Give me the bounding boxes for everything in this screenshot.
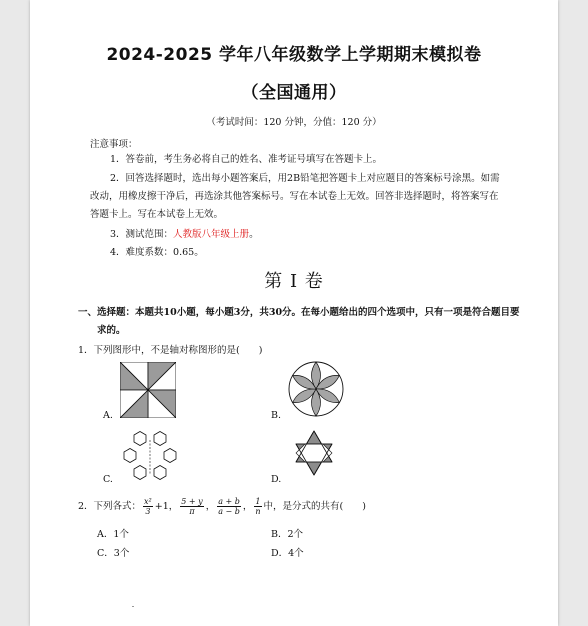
q2-option-b: B．2个 bbox=[271, 529, 304, 540]
q1-option-b-label: B. bbox=[271, 410, 282, 421]
section-1-line-1: 一、选择题：本题共10小题，每小题3分，共30分。在每小题给出的四个选项中，只有一项是符合题目要 bbox=[78, 307, 520, 318]
q1-option-c-label: C. bbox=[103, 474, 113, 485]
question-2-stem bbox=[78, 492, 366, 522]
fraction-1-tail: +1， bbox=[154, 501, 179, 512]
pinwheel-figure bbox=[120, 362, 176, 418]
note-4: 4．难度系数：0.65。 bbox=[110, 247, 204, 258]
fraction-4-numerator: 1 bbox=[255, 497, 261, 506]
page-speck bbox=[132, 606, 134, 607]
note-2-line-3: 答题卡上。写在本试卷上无效。 bbox=[90, 209, 224, 220]
volume-heading: 第 I 卷 bbox=[264, 271, 324, 292]
notes-heading: 注意事项： bbox=[90, 139, 138, 150]
test-range: 人教版八年级上册 bbox=[173, 229, 250, 240]
question-1-stem: 1．下列图形中，不是轴对称图形的是( ) bbox=[78, 345, 263, 356]
note-2-line-2: 改动，用橡皮擦干净后，再选涂其他答案标号。写在本试卷上无效。回答非选择题时，将答案写在 bbox=[90, 191, 499, 202]
separator-2: ， bbox=[242, 501, 253, 512]
note-1: 1．答卷前，考生务必将自己的姓名、准考证号填写在答题卡上。 bbox=[110, 154, 383, 165]
document-subtitle: （全国通用） bbox=[241, 83, 347, 103]
fraction-3 bbox=[217, 497, 241, 516]
hexagram-figure bbox=[287, 430, 341, 476]
q1-option-a-label: A. bbox=[103, 410, 113, 421]
note-3 bbox=[110, 228, 259, 242]
fraction-4 bbox=[254, 497, 261, 516]
note-3-prefix: 3．测试范围： bbox=[110, 229, 174, 240]
fraction-2-denominator: π bbox=[189, 507, 195, 516]
note-3-suffix: 。 bbox=[249, 229, 259, 240]
q2-stem-prefix: 2．下列各式： bbox=[78, 501, 142, 512]
fraction-1-numerator: x² bbox=[144, 497, 152, 506]
fraction-2 bbox=[180, 497, 203, 516]
section-1-line-2: 求的。 bbox=[97, 325, 126, 336]
document-title: 2024-2025 学年八年级数学上学期期末模拟卷 bbox=[106, 45, 482, 65]
fraction-2-numerator: 5 + y bbox=[181, 497, 203, 506]
fraction-3-numerator: a + b bbox=[218, 497, 240, 506]
q1-option-d-label: D. bbox=[271, 474, 282, 485]
fraction-3-denominator: a − b bbox=[218, 507, 240, 516]
fraction-4-denominator: n bbox=[255, 507, 261, 516]
hexagon-ring-figure bbox=[118, 430, 182, 484]
flower-circle-figure bbox=[287, 360, 345, 418]
note-2-line-1: 2．回答选择题时，选出每小题答案后，用2B铅笔把答题卡上对应题目的答案标号涂黑。如需 bbox=[110, 173, 500, 184]
q2-stem-suffix: 中，是分式的共有( ) bbox=[263, 501, 366, 512]
fraction-1 bbox=[143, 497, 153, 516]
q2-option-a: A．1个 bbox=[97, 529, 129, 540]
separator-1: ， bbox=[205, 501, 216, 512]
fraction-1-denominator: 3 bbox=[145, 507, 151, 516]
exam-info: （考试时间：120 分钟，分值：120 分） bbox=[206, 117, 382, 128]
q2-option-c: C．3个 bbox=[97, 548, 130, 559]
q2-option-d: D．4个 bbox=[271, 548, 304, 559]
